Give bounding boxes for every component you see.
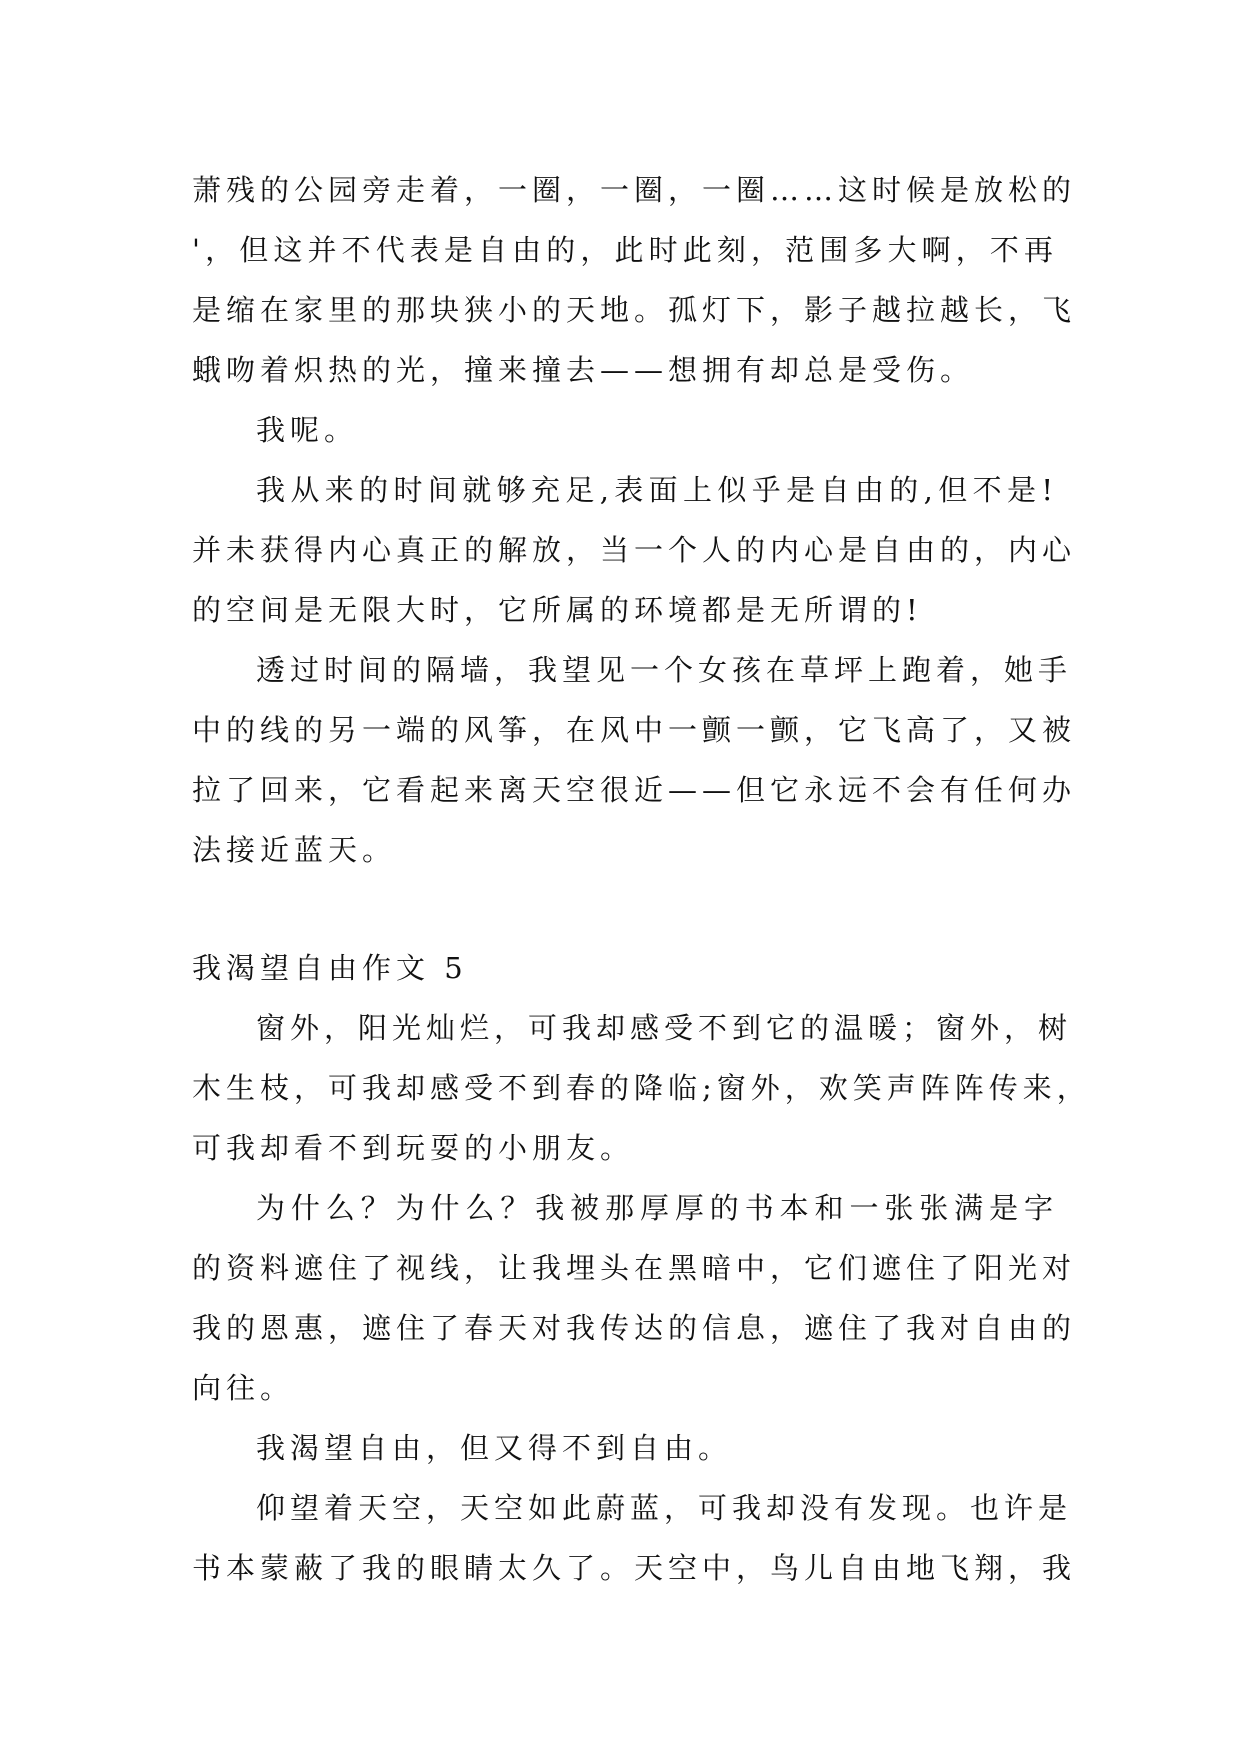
paragraph (192, 1478, 1077, 1598)
text-line: 蛾吻着炽热的光，撞来撞去——想拥有却总是受伤。 (192, 353, 975, 387)
text-line: 可我却看不到玩耍的小朋友。 (192, 1131, 635, 1165)
paragraph (192, 1418, 1058, 1478)
paragraph (192, 460, 1077, 640)
text-line: 我的恩惠，遮住了春天对我传达的信息，遮住了我对自由的 (192, 1311, 1077, 1345)
essay-heading: 我渴望自由作文 5 (192, 951, 468, 985)
text-line: 透过时间的隔墙，我望见一个女孩在草坪上跑着，她手 (256, 653, 1073, 687)
text-line: 法接近蓝天。 (192, 833, 397, 867)
text-line: 拉了回来，它看起来离天空很近——但它永远不会有任何办 (192, 773, 1077, 807)
text-line: 并未获得内心真正的解放，当一个人的内心是自由的，内心 (192, 533, 1077, 567)
essay-body (192, 160, 1091, 1598)
text-line: '，但这并不代表是自由的，此时此刻，范围多大啊，不再 (192, 233, 1058, 267)
paragraph (192, 1178, 1077, 1418)
paragraph (192, 160, 1077, 400)
paragraph (192, 640, 1077, 880)
text-line: 我渴望自由，但又得不到自由。 (256, 1431, 733, 1465)
text-line: 我从来的时间就够充足,表面上似乎是自由的,但不是! (256, 473, 1058, 507)
text-line: 的空间是无限大时，它所属的环境都是无所谓的! (192, 593, 923, 627)
text-line: 窗外，阳光灿烂，可我却感受不到它的温暖；窗外，树 (256, 1011, 1073, 1045)
text-line: 是缩在家里的那块狭小的天地。孤灯下，影子越拉越长，飞 (192, 293, 1077, 327)
text-line: 的资料遮住了视线，让我埋头在黑暗中，它们遮住了阳光对 (192, 1251, 1077, 1285)
paragraph (192, 400, 1058, 460)
text-line: 中的线的另一端的风筝，在风中一颤一颤，它飞高了，又被 (192, 713, 1077, 747)
paragraph (192, 998, 1091, 1178)
text-line: 仰望着天空，天空如此蔚蓝，可我却没有发现。也许是 (256, 1491, 1073, 1525)
text-line: 木生枝，可我却感受不到春的降临;窗外，欢笑声阵阵传来， (192, 1071, 1091, 1105)
text-line: 向往。 (192, 1371, 295, 1405)
text-line: 萧残的公园旁走着，一圈，一圈，一圈……这时候是放松的 (192, 173, 1077, 207)
text-line: 书本蒙蔽了我的眼睛太久了。天空中，鸟儿自由地飞翔，我 (192, 1551, 1077, 1585)
text-line: 我呢。 (256, 413, 359, 447)
text-line: 为什么？为什么？我被那厚厚的书本和一张张满是字 (256, 1191, 1058, 1225)
